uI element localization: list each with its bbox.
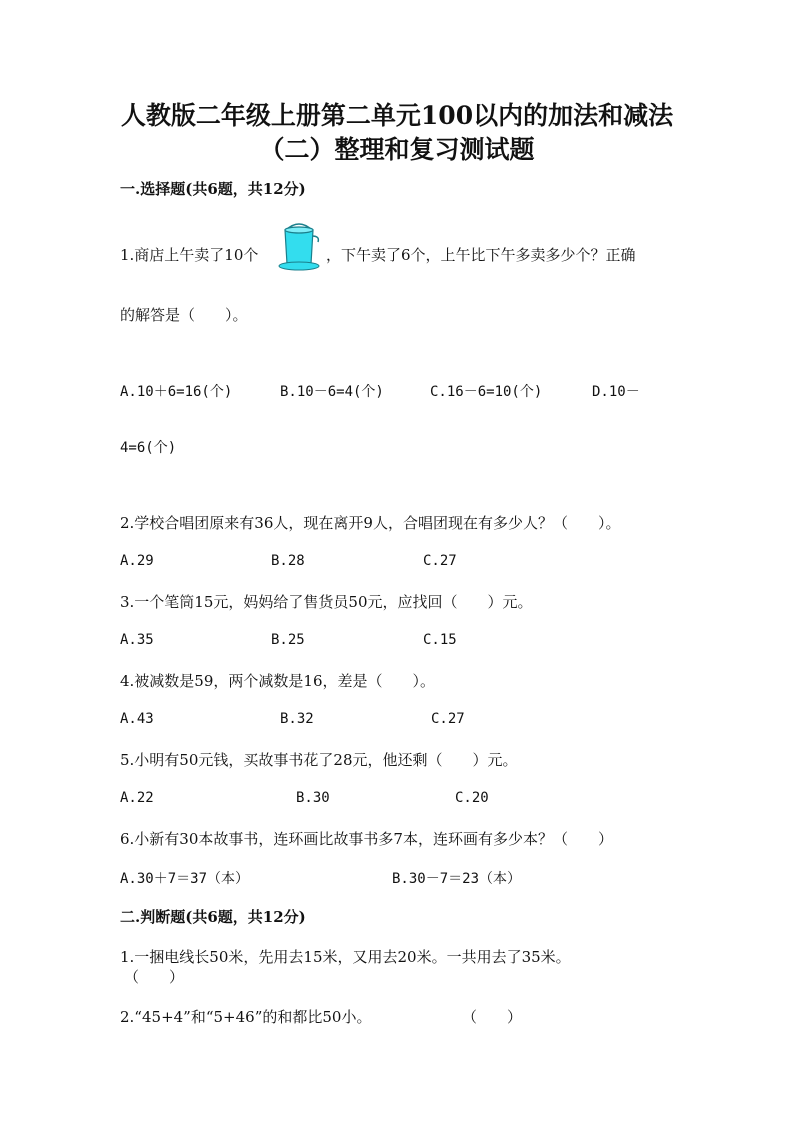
question-5-text: 5.小明有50元钱，买故事书花了28元，他还剩（ ）元。 [120, 751, 518, 769]
question-1-text-line2: 的解答是（ ）。 [120, 306, 248, 324]
question-4-text: 4.被减数是59，两个减数是16，差是（ ）。 [120, 672, 435, 690]
judgment-2-text: 2.“45+4”和“5+46”的和都比50小。 [120, 1008, 372, 1026]
question-1-option-d[interactable]: D.10－ [592, 384, 640, 400]
question-4-option-c[interactable]: C.27 [431, 711, 465, 727]
page-title-line1: 人教版二年级上册第二单元100以内的加法和减法 [120, 101, 674, 130]
question-3-option-b[interactable]: B.25 [271, 632, 305, 648]
judgment-2-answer-paren[interactable]: （ ） [462, 1008, 523, 1026]
question-6-option-b[interactable]: B.30－7＝23（本） [392, 871, 522, 887]
question-6-text: 6.小新有30本故事书，连环画比故事书多7本，连环画有多少本？（ ） [120, 830, 613, 848]
question-3-option-c[interactable]: C.15 [423, 632, 457, 648]
bucket-icon [276, 220, 322, 272]
question-1-option-a[interactable]: A.10＋6=16(个) [120, 384, 233, 400]
question-6-option-a[interactable]: A.30＋7＝37（本） [120, 871, 250, 887]
question-4-option-a[interactable]: A.43 [120, 711, 154, 727]
question-3-text: 3.一个笔筒15元，妈妈给了售货员50元，应找回（ ）元。 [120, 593, 533, 611]
judgment-1-text: 1.一捆电线长50米，先用去15米，又用去20米。一共用去了35米。 [120, 948, 571, 966]
question-1-option-d-wrap[interactable]: 4=6(个) [120, 440, 177, 456]
section-heading-choice: 一.选择题(共6题，共12分) [120, 180, 306, 198]
question-2-option-a[interactable]: A.29 [120, 553, 154, 569]
question-1-option-b[interactable]: B.10－6=4(个) [280, 384, 384, 400]
question-1-option-c[interactable]: C.16－6=10(个) [430, 384, 543, 400]
page-title-line2: （二）整理和复习测试题 [259, 135, 535, 164]
question-1-text-end: ，下午卖了6个，上午比下午多卖多少个？正确 [326, 246, 636, 264]
question-5-option-a[interactable]: A.22 [120, 790, 154, 806]
section-heading-judgment: 二.判断题(共6题，共12分) [120, 908, 306, 926]
judgment-1-answer-paren[interactable]: （ ） [124, 968, 185, 986]
question-1-text-start: 1.商店上午卖了10个 [120, 246, 259, 264]
question-5-option-b[interactable]: B.30 [296, 790, 330, 806]
question-2-option-b[interactable]: B.28 [271, 553, 305, 569]
question-4-option-b[interactable]: B.32 [280, 711, 314, 727]
question-2-text: 2.学校合唱团原来有36人，现在离开9人，合唱团现在有多少人？（ ）。 [120, 514, 621, 532]
question-3-option-a[interactable]: A.35 [120, 632, 154, 648]
question-2-option-c[interactable]: C.27 [423, 553, 457, 569]
question-5-option-c[interactable]: C.20 [455, 790, 489, 806]
